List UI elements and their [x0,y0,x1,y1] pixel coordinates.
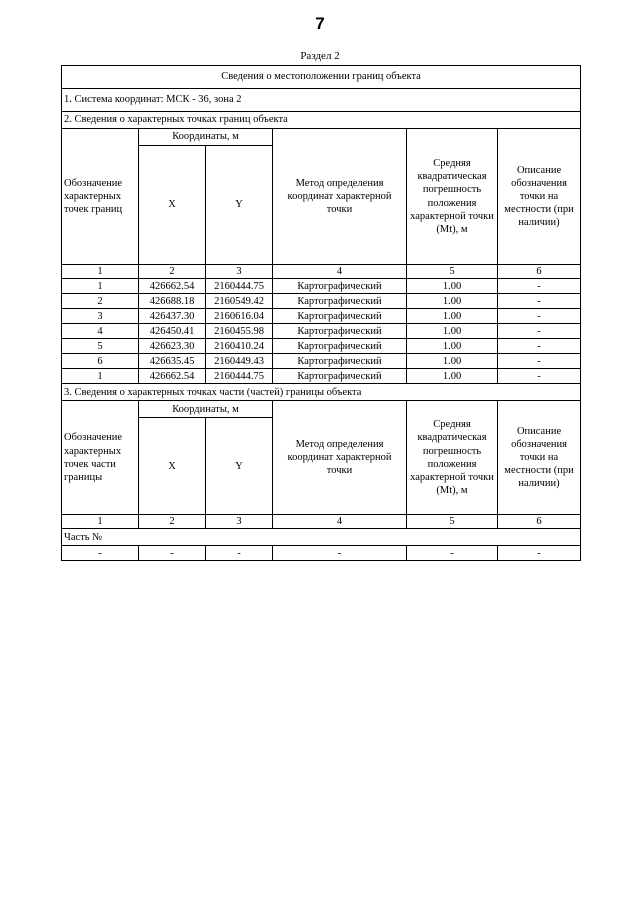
column-numbers-row [62,265,581,279]
header-y: Y [206,418,273,515]
accuracy-value: - [407,546,498,561]
boundary-table [61,65,581,561]
description-value: - [498,309,581,324]
x-value: - [139,546,206,561]
column-number: 5 [407,515,498,529]
column-number: 4 [273,515,407,529]
header-point-designation-part: Обозначение характерных точек части границы [62,401,139,515]
point-number: 1 [62,279,139,294]
header-y: Y [206,146,273,265]
point-number: 6 [62,354,139,369]
table-row [62,546,581,561]
coord-system: 1. Система координат: МСК - 36, зона 2 [62,89,581,112]
point-number: 2 [62,294,139,309]
table-row [62,309,581,324]
accuracy-value: 1.00 [407,369,498,384]
point-number: 3 [62,309,139,324]
table-row [62,324,581,339]
header-description: Описание обозначения точки на местности (при наличии) [498,129,581,265]
header-coordinates: Координаты, м [139,129,273,146]
description-value: - [498,279,581,294]
point-number: - [62,546,139,561]
method-value: Картографический [273,354,407,369]
column-number: 6 [498,265,581,279]
x-value: 426450.41 [139,324,206,339]
header-point-designation: Обозначение характерных точек границ [62,129,139,265]
description-value: - [498,294,581,309]
column-number: 5 [407,265,498,279]
method-value: Картографический [273,309,407,324]
section-label: Раздел 2 [300,50,340,62]
header-method: Метод определения координат характерной точки [273,129,407,265]
column-number: 4 [273,265,407,279]
y-value: 2160410.24 [206,339,273,354]
description-value: - [498,546,581,561]
y-value: 2160449.43 [206,354,273,369]
description-value: - [498,354,581,369]
accuracy-value: 1.00 [407,339,498,354]
accuracy-value: 1.00 [407,279,498,294]
table-row [62,369,581,384]
method-value: Картографический [273,279,407,294]
accuracy-value: 1.00 [407,354,498,369]
header-accuracy: Средняя квадратическая погрешность положения характерной точки (Mt), м [407,129,498,265]
point-number: 4 [62,324,139,339]
y-value: - [206,546,273,561]
accuracy-value: 1.00 [407,309,498,324]
header-method: Метод определения координат характерной точки [273,401,407,515]
column-numbers-row [62,515,581,529]
header-x: X [139,146,206,265]
table-row [62,279,581,294]
header-x: X [139,418,206,515]
x-value: 426635.45 [139,354,206,369]
x-value: 426688.18 [139,294,206,309]
header-description: Описание обозначения точки на местности (при наличии) [498,401,581,515]
part-label: Часть № [62,529,581,546]
section3-title: 3. Сведения о характерных точках части (частей) границы объекта [62,384,581,401]
column-number: 2 [139,515,206,529]
accuracy-value: 1.00 [407,294,498,309]
table-row [62,294,581,309]
column-number: 1 [62,265,139,279]
method-value: Картографический [273,339,407,354]
section2-title: 2. Сведения о характерных точках границ объекта [62,112,581,129]
point-number: 5 [62,339,139,354]
y-value: 2160455.98 [206,324,273,339]
table-row [62,339,581,354]
column-number: 3 [206,265,273,279]
x-value: 426662.54 [139,279,206,294]
description-value: - [498,339,581,354]
method-value: - [273,546,407,561]
y-value: 2160444.75 [206,279,273,294]
x-value: 426623.30 [139,339,206,354]
point-number: 1 [62,369,139,384]
column-number: 1 [62,515,139,529]
column-number: 6 [498,515,581,529]
x-value: 426662.54 [139,369,206,384]
description-value: - [498,369,581,384]
x-value: 426437.30 [139,309,206,324]
description-value: - [498,324,581,339]
header-coordinates: Координаты, м [139,401,273,418]
method-value: Картографический [273,294,407,309]
y-value: 2160549.42 [206,294,273,309]
column-number: 2 [139,265,206,279]
y-value: 2160616.04 [206,309,273,324]
page-number: 7 [315,14,325,33]
header-accuracy: Средняя квадратическая погрешность положения характерной точки (Mt), м [407,401,498,515]
table-row [62,354,581,369]
accuracy-value: 1.00 [407,324,498,339]
method-value: Картографический [273,369,407,384]
method-value: Картографический [273,324,407,339]
column-number: 3 [206,515,273,529]
table-title: Сведения о местоположении границ объекта [62,66,581,89]
y-value: 2160444.75 [206,369,273,384]
